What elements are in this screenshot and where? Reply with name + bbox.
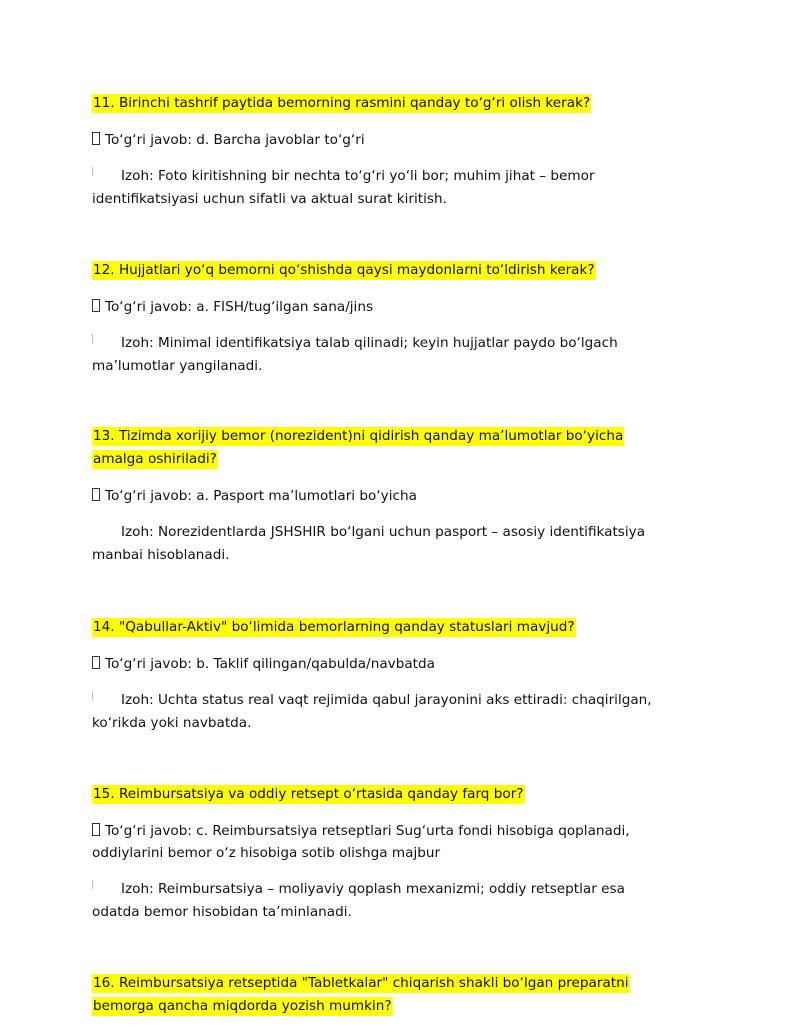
question-block-15 [92, 783, 652, 924]
checkbox-icon [92, 823, 100, 836]
question-block-14 [92, 616, 652, 735]
note-text: Izoh: Foto kiritishning bir nechta to‘g‘ri yo‘li bor; muhim jihat – bemor identifikatsiyasi uchun sifatli va aktual surat kiritish. [92, 168, 595, 207]
bullet-icon [92, 167, 93, 176]
answer-line: To‘g‘ri javob: a. FISH/tug‘ilgan sana/jins [92, 296, 652, 318]
answer-line: To‘g‘ri javob: c. Reimbursatsiya retseptlari Sug‘urta fondi hisobiga qoplanadi, oddiylarini bemor o‘z hisobiga sotib olishga majbur [92, 823, 630, 861]
answer-line: To‘g‘ri javob: b. Taklif qilingan/qabulda/navbatda [92, 653, 652, 675]
question-text: 15. Reimbursatsiya va oddiy retsept o‘rtasida qanday farq bor? [93, 786, 524, 802]
question-text: 11. Birinchi tashrif paytida bemorning rasmini qanday to‘g‘ri olish kerak? [93, 95, 591, 111]
question-block-13 [92, 425, 652, 567]
note-text: Izoh: Reimbursatsiya – moliyaviy qoplash mexanizmi; oddiy retseptlar esa odatda bemor hisobidan ta’minlanadi. [92, 881, 625, 920]
question-text: 14. "Qabullar-Aktiv" bo‘limida bemorlarning qanday statuslari mavjud? [93, 619, 575, 635]
note-text: Izoh: Norezidentlarda JSHSHIR bo‘lgani uchun pasport – asosiy identifikatsiya manbai hisoblanadi. [92, 524, 646, 563]
note-text: Izoh: Uchta status real vaqt rejimida qabul jarayonini aks ettiradi: chaqirilgan, ko‘rikda yoki navbatda. [92, 692, 652, 731]
checkbox-icon [92, 656, 100, 669]
checkbox-icon [92, 488, 100, 501]
question-text: 16. Reimbursatsiya retseptida "Tabletkalar" chiqarish shakli bo‘lgan preparatni bemorga qancha miqdorda yozish mumkin? [93, 975, 629, 1014]
bullet-icon [92, 334, 93, 343]
question-text: 12. Hujjatlari yo‘q bemorni qo‘shishda qaysi maydonlarni to‘ldirish kerak? [93, 262, 595, 278]
checkbox-icon [92, 299, 100, 312]
question-block-11 [92, 92, 652, 211]
checkbox-icon [92, 132, 100, 145]
question-block-12 [92, 259, 652, 378]
answer-line: To‘g‘ri javob: a. Pasport ma’lumotlari bo‘yicha [92, 485, 652, 507]
note-text: Izoh: Minimal identifikatsiya talab qilinadi; keyin hujjatlar paydo bo‘lgach ma’lumotlar yangilanadi. [92, 335, 618, 374]
question-text: 13. Tizimda xorijiy bemor (norezident)ni qidirish qanday ma’lumotlar bo‘yicha amalga oshiriladi? [93, 428, 624, 467]
question-block-16 [92, 972, 652, 1018]
answer-line: To‘g‘ri javob: d. Barcha javoblar to‘g‘ri [92, 129, 652, 151]
bullet-icon [92, 691, 93, 700]
bullet-icon [92, 880, 93, 889]
